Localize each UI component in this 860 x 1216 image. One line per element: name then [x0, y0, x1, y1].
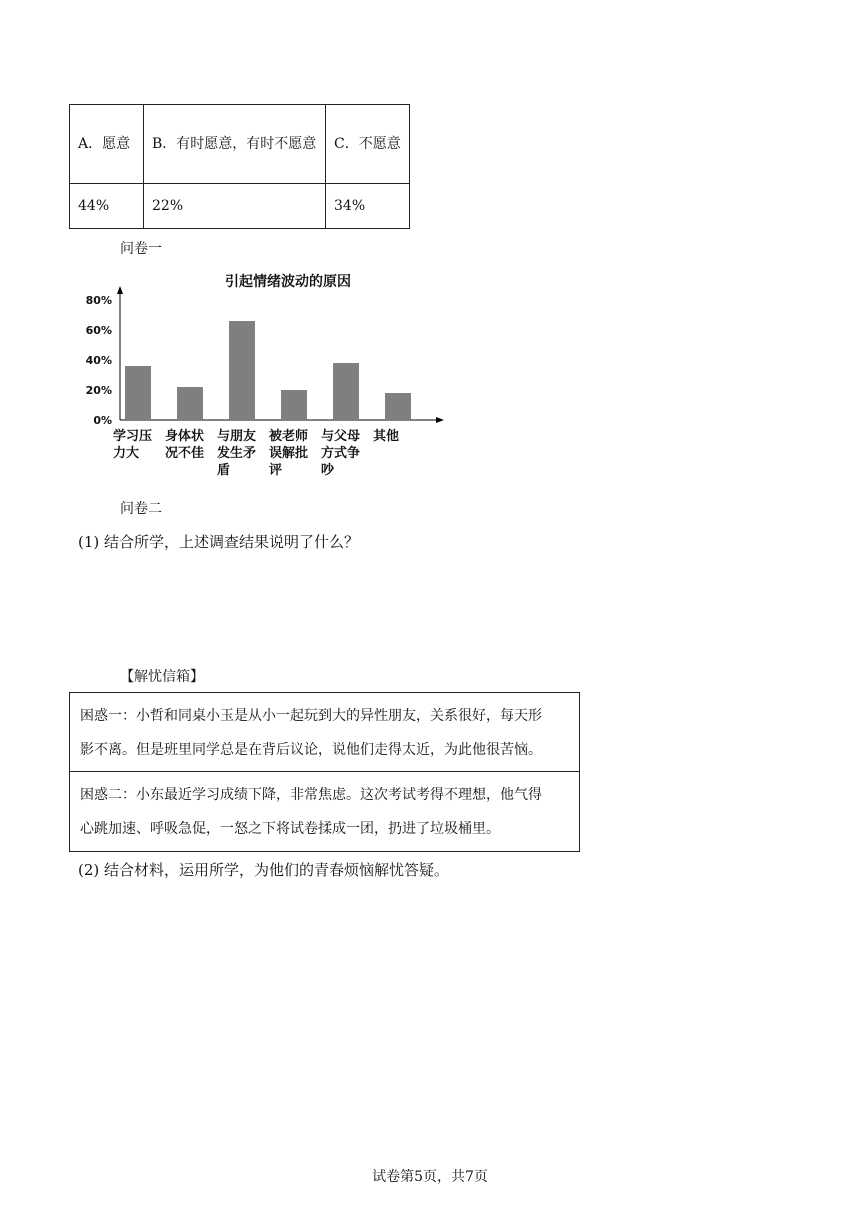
x-category-label: 况不佳 [165, 446, 205, 461]
x-category-label: 与朋友 [217, 429, 257, 444]
caption-questionnaire-two: 问卷二 [120, 501, 162, 517]
x-category-label: 学习压 [113, 429, 153, 444]
value-c-cell: 34% [326, 184, 410, 229]
value-a-cell: 44% [70, 184, 144, 229]
bar [229, 321, 255, 420]
y-tick-label: 80% [85, 294, 112, 307]
emotion-cause-bar-chart [80, 266, 460, 486]
caption-questionnaire-one: 问卷一 [120, 241, 162, 257]
survey-result-table [69, 104, 410, 229]
x-category-label: 盾 [217, 463, 231, 478]
mailbox-title: 【解忧信箱】 [120, 669, 204, 685]
x-category-label: 力大 [113, 446, 140, 461]
x-category-label: 发生矛 [217, 446, 257, 461]
x-category-label: 吵 [321, 463, 335, 478]
x-category-label: 其他 [373, 429, 400, 444]
x-category-label: 方式争 [321, 446, 361, 461]
bar [177, 387, 203, 420]
y-tick-label: 60% [85, 324, 112, 337]
bar [125, 366, 151, 420]
bar [281, 390, 307, 420]
value-b-cell: 22% [144, 184, 326, 229]
y-tick-label: 40% [85, 354, 112, 367]
option-a-cell: A．愿意 [70, 105, 144, 184]
bar [385, 393, 411, 420]
x-category-label: 与父母 [321, 429, 361, 444]
bar [333, 363, 359, 420]
confusion-two-box [69, 771, 580, 852]
option-b-cell: B．有时愿意，有时不愿意 [144, 105, 326, 184]
x-axis-arrow [436, 417, 444, 423]
question-one: (1) 结合所学，上述调查结果说明了什么？ [78, 533, 360, 551]
y-axis-arrow [117, 286, 123, 294]
confusion-two-line-2: 心跳加速、呼吸急促，一怒之下将试卷揉成一团，扔进了垃圾桶里。 [80, 821, 500, 837]
question-two: (2) 结合材料，运用所学，为他们的青春烦恼解忧答疑。 [78, 861, 450, 879]
confusion-two-line-1: 困惑二：小东最近学习成绩下降，非常焦虑。这次考试考得不理想，他气得 [80, 787, 542, 803]
option-c-cell: C．不愿意 [326, 105, 410, 184]
x-category-label: 身体状 [165, 429, 205, 444]
x-category-label: 被老师 [269, 429, 309, 444]
x-category-label: 误解批 [269, 446, 309, 461]
x-category-label: 评 [269, 463, 283, 478]
page-footer: 试卷第5页，共7页 [372, 1169, 488, 1185]
confusion-one-line-1: 困惑一：小哲和同桌小玉是从小一起玩到大的异性朋友，关系很好，每天形 [80, 708, 542, 724]
y-tick-label: 0% [93, 414, 112, 427]
chart-title: 引起情绪波动的原因 [225, 274, 351, 290]
y-tick-label: 20% [85, 384, 112, 397]
confusion-one-box [69, 692, 580, 772]
confusion-one-line-2: 影不离。但是班里同学总是在背后议论，说他们走得太近，为此他很苦恼。 [80, 742, 542, 758]
